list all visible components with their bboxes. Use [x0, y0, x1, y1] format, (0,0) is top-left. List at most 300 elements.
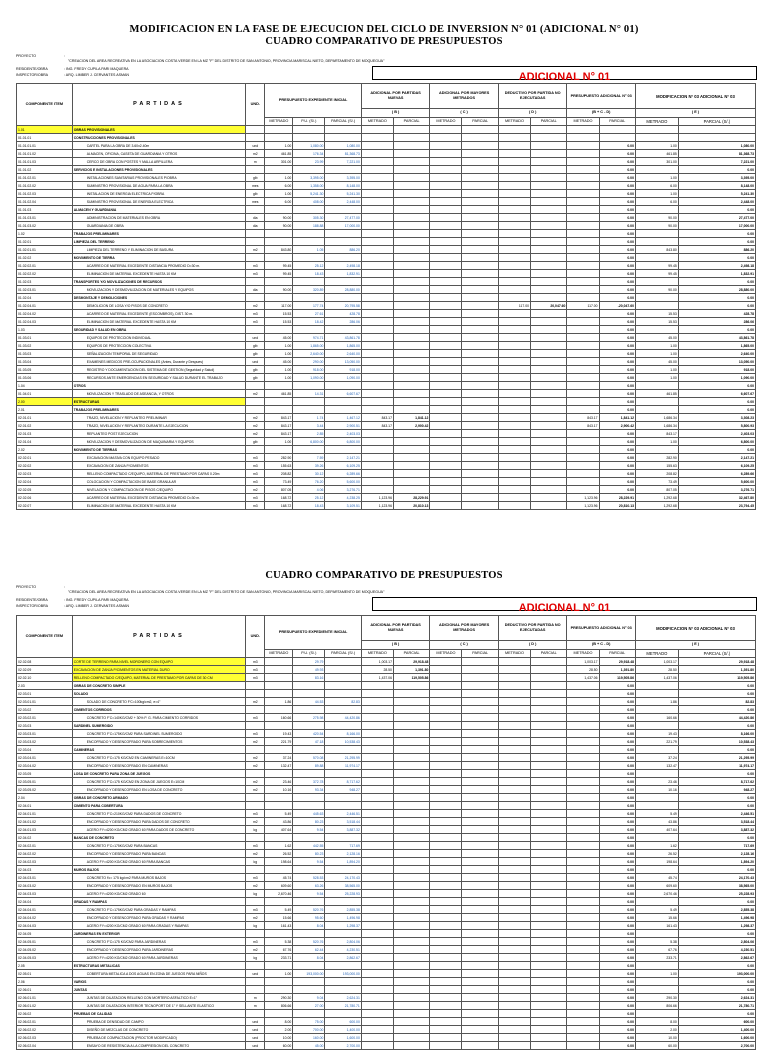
ded-metrado [498, 438, 530, 446]
ad-may-metrado [430, 126, 462, 134]
ad-may-metrado [430, 714, 462, 722]
ded-parcial [531, 478, 567, 486]
ded-parcial [531, 350, 567, 358]
item-unit: m3 [246, 310, 265, 318]
ad-may-parcial [462, 938, 498, 946]
mod-metrado: 1.00 [635, 438, 678, 446]
ded-parcial [531, 326, 567, 334]
pres-ad-parcial: 0.00 [599, 946, 635, 954]
parcial [325, 930, 361, 938]
ad-may-parcial [462, 874, 498, 882]
item-code: 02.04.02 [17, 834, 73, 842]
mod-metrado: 45.74 [635, 874, 678, 882]
ded-metrado [498, 390, 530, 398]
mod-parcial: 1,832.91 [678, 270, 755, 278]
header-sub: PARCIAL (S/.) [325, 649, 361, 657]
ad-part-metrado [361, 786, 393, 794]
ad-may-metrado [430, 206, 462, 214]
unit-price [293, 706, 325, 714]
item-code: 01.02.01 [17, 238, 73, 246]
item-code: 02.03.04 [17, 746, 73, 754]
pres-ad-metrado [567, 730, 599, 738]
ded-metrado [498, 930, 530, 938]
ded-parcial [531, 762, 567, 770]
parcial: 3,276.71 [325, 486, 361, 494]
table-row [17, 134, 756, 142]
ad-part-metrado [361, 1018, 393, 1026]
ad-may-parcial [462, 1018, 498, 1026]
pres-ad-metrado [567, 342, 599, 350]
item-description: ACARREO DE MATERIAL EXCEDENTE DISTANCIA PROMEDIO D=30 m. [72, 494, 245, 502]
mod-parcial: 81,368.73 [678, 150, 755, 158]
ad-may-parcial [462, 358, 498, 366]
mod-metrado: 198.64 [635, 858, 678, 866]
pres-ad-metrado [567, 478, 599, 486]
ad-part-parcial [393, 190, 429, 198]
pres-ad-metrado [567, 150, 599, 158]
pres-ad-parcial: 0.00 [599, 182, 635, 190]
pres-ad-metrado [567, 874, 599, 882]
unit-price: 45.00 [293, 1042, 325, 1050]
ded-parcial [531, 366, 567, 374]
parcial: 28,880.00 [325, 286, 361, 294]
ad-may-metrado [430, 478, 462, 486]
ad-may-parcial [462, 422, 498, 430]
ad-may-parcial [462, 946, 498, 954]
mod-parcial: 0.00 [678, 986, 755, 994]
ded-metrado [498, 938, 530, 946]
ded-parcial [531, 502, 567, 510]
table-row [17, 310, 756, 318]
mod-parcial: 2,128.16 [678, 850, 755, 858]
ad-part-parcial [393, 690, 429, 698]
ded-metrado [498, 326, 530, 334]
parcial: 5,600.00 [325, 478, 361, 486]
metrado [265, 446, 293, 454]
ded-metrado [498, 374, 530, 382]
unit-price [293, 1010, 325, 1018]
unit-price: 1.05 [293, 246, 325, 254]
mod-metrado: 15.53 [635, 318, 678, 326]
ad-part-parcial [393, 286, 429, 294]
mod-parcial: 1,894.20 [678, 858, 755, 866]
pres-ad-parcial: 0.00 [599, 810, 635, 818]
item-code: 01.02.02 [17, 254, 73, 262]
table-row [17, 430, 756, 438]
pres-ad-metrado [567, 374, 599, 382]
item-unit [246, 866, 265, 874]
mod-metrado [635, 406, 678, 414]
ad-part-parcial [393, 954, 429, 962]
ad-part-parcial [393, 706, 429, 714]
pres-ad-metrado [567, 794, 599, 802]
ad-part-metrado [361, 206, 393, 214]
pres-ad-metrado [567, 382, 599, 390]
item-code: 02.04.02.01 [17, 842, 73, 850]
ad-part-parcial [393, 858, 429, 866]
mod-metrado [635, 398, 678, 406]
ded-metrado [498, 1034, 530, 1042]
table-row [17, 762, 756, 770]
mod-metrado: 1,437.06 [635, 674, 678, 682]
pres-ad-parcial: 0.00 [599, 842, 635, 850]
item-unit [246, 794, 265, 802]
metrado: 233.71 [265, 954, 293, 962]
table-row [17, 1026, 756, 1034]
ad-may-metrado [430, 430, 462, 438]
ad-may-parcial [462, 398, 498, 406]
pres-ad-metrado [567, 278, 599, 286]
mod-metrado [635, 962, 678, 970]
ad-part-parcial: 29,918.48 [393, 658, 429, 666]
unit-price: 520.76 [293, 906, 325, 914]
item-code: 02.03.05 [17, 770, 73, 778]
item-code: 02.04.04.03 [17, 922, 73, 930]
unit-price: 2.85 [293, 430, 325, 438]
ded-metrado [498, 794, 530, 802]
item-code: 01.01.02.01 [17, 174, 73, 182]
ad-may-metrado [430, 842, 462, 850]
ded-parcial [531, 1018, 567, 1026]
ded-parcial [531, 714, 567, 722]
header-letter: ( B ) [361, 109, 430, 117]
ad-may-parcial [462, 754, 498, 762]
item-code: 02.02.03 [17, 470, 73, 478]
mod-parcial: 5,800.93 [678, 422, 755, 430]
item-code: 02.01.03 [17, 430, 73, 438]
metrado [265, 278, 293, 286]
pres-ad-parcial: 28,229.91 [599, 494, 635, 502]
pres-ad-metrado [567, 930, 599, 938]
metrado [265, 666, 293, 674]
ded-metrado [498, 262, 530, 270]
parcial: 24,170.43 [325, 874, 361, 882]
pres-ad-metrado [567, 986, 599, 994]
table-row [17, 270, 756, 278]
mod-metrado: 23.46 [635, 778, 678, 786]
mod-parcial: 29,918.48 [678, 658, 755, 666]
parcial [325, 866, 361, 874]
ad-part-parcial [393, 134, 429, 142]
pres-ad-parcial: 0.00 [599, 962, 635, 970]
pres-ad-parcial: 0.00 [599, 890, 635, 898]
parcial [325, 690, 361, 698]
unit-price: 30.12 [293, 470, 325, 478]
item-description: CIMIENTO PARA COBERTURA [72, 802, 245, 810]
table-row [17, 802, 756, 810]
metrado: 2,670.46 [265, 890, 293, 898]
item-unit: kg [246, 922, 265, 930]
ded-metrado [498, 722, 530, 730]
ded-parcial [531, 390, 567, 398]
item-unit: m3 [246, 270, 265, 278]
ad-may-metrado [430, 158, 462, 166]
metrado: 155.63 [265, 462, 293, 470]
ded-parcial [531, 1010, 567, 1018]
ded-metrado [498, 334, 530, 342]
ad-part-parcial [393, 794, 429, 802]
pres-ad-parcial: 0.00 [599, 294, 635, 302]
ad-may-parcial [462, 842, 498, 850]
item-description: OBRAS DE CONCRETO SIMPLE [72, 682, 245, 690]
ad-part-metrado [361, 930, 393, 938]
mod-metrado: 6.00 [635, 182, 678, 190]
item-description: CONCRETO F'C=175 KG/CM2 EN CAMINERAS E=10CM [72, 754, 245, 762]
item-code: 02.03.01 [17, 690, 73, 698]
pres-ad-metrado [567, 462, 599, 470]
item-unit: dia [246, 286, 265, 294]
item-description: MOVIMIENTO DE TIERRA [72, 254, 245, 262]
mod-parcial: 38,565.00 [678, 882, 755, 890]
pres-ad-metrado [567, 946, 599, 954]
ad-may-metrado [430, 374, 462, 382]
unit-price: 1.74 [293, 414, 325, 422]
ded-parcial [531, 1042, 567, 1050]
mod-parcial: 0.00 [678, 978, 755, 986]
item-unit: glb [246, 366, 265, 374]
item-description: SEÑALIZACION TEMPORAL DE SEGURIDAD [72, 350, 245, 358]
item-code: 02.02.01 [17, 454, 73, 462]
unit-price: 14.31 [293, 390, 325, 398]
ad-may-parcial [462, 374, 498, 382]
item-unit [246, 930, 265, 938]
item-code: 02.06.02.01 [17, 1018, 73, 1026]
parcial: 4,230.51 [325, 946, 361, 954]
mod-parcial: 2,700.00 [678, 1042, 755, 1050]
ad-may-metrado [430, 294, 462, 302]
ad-may-metrado [430, 962, 462, 970]
table-row [17, 462, 756, 470]
item-description: CONCRETO F'C=175KG/CM2 PARA SARDINEL SUMERGIDO [72, 730, 245, 738]
mod-parcial: 0.00 [678, 770, 755, 778]
header-sub: METRADO [635, 649, 678, 657]
item-code: 02.01.02 [17, 422, 73, 430]
unit-price [293, 382, 325, 390]
ad-part-metrado [361, 430, 393, 438]
pres-ad-metrado [567, 762, 599, 770]
ded-metrado [498, 270, 530, 278]
item-description: LIMPIEZA DEL TERRENO [72, 238, 245, 246]
ad-part-metrado [361, 334, 393, 342]
unit-price: 18.42 [293, 318, 325, 326]
ad-may-metrado [430, 1034, 462, 1042]
table-header-row [17, 616, 756, 641]
ded-parcial [531, 414, 567, 422]
mod-metrado: 6.00 [635, 198, 678, 206]
item-unit: m3 [246, 262, 265, 270]
table-row [17, 190, 756, 198]
metrado [265, 1010, 293, 1018]
pres-ad-parcial: 0.00 [599, 706, 635, 714]
ad-may-parcial [462, 230, 498, 238]
item-code: 02.04.03.01 [17, 874, 73, 882]
item-unit [246, 446, 265, 454]
metrado [265, 166, 293, 174]
ad-may-metrado [430, 1026, 462, 1034]
item-code: 1.03 [17, 326, 73, 334]
item-code: 02.06.02.03 [17, 1034, 73, 1042]
pres-ad-parcial: 0.00 [599, 406, 635, 414]
item-unit: glb [246, 190, 265, 198]
header-sub: METRADO [265, 649, 293, 657]
ded-metrado [498, 254, 530, 262]
ded-parcial [531, 486, 567, 494]
table-row [17, 722, 756, 730]
ad-part-metrado [361, 842, 393, 850]
mod-parcial: 600.00 [678, 1018, 755, 1026]
ad-part-parcial [393, 294, 429, 302]
unit-price: 528.53 [293, 874, 325, 882]
unit-price: 8.04 [293, 922, 325, 930]
header-sub: P.U. (S/.) [293, 117, 325, 125]
ad-may-parcial [462, 430, 498, 438]
ded-metrado [498, 810, 530, 818]
ad-may-parcial [462, 802, 498, 810]
parcial: 193,000.00 [325, 970, 361, 978]
metrado: 1.62 [265, 842, 293, 850]
ded-metrado [498, 494, 530, 502]
parcial [325, 898, 361, 906]
pres-ad-parcial: 0.00 [599, 970, 635, 978]
item-description: SARDINEL SUMERGIDO [72, 722, 245, 730]
ad-may-metrado [430, 182, 462, 190]
pres-ad-parcial: 29,918.48 [599, 658, 635, 666]
item-description: JUNTAS DE DILATACION INTERIOR TECNOPORT DE 1" Y SELLANTE ELASTICO [72, 1002, 245, 1010]
table-row [17, 198, 756, 206]
ad-part-metrado [361, 366, 393, 374]
pres-ad-metrado [567, 890, 599, 898]
table-row [17, 890, 756, 898]
mod-metrado: 1.86 [635, 698, 678, 706]
ad-may-parcial [462, 198, 498, 206]
item-unit: mes [246, 182, 265, 190]
ad-may-metrado [430, 318, 462, 326]
mod-metrado: 1,292.68 [635, 502, 678, 510]
item-description: ENCOFRADO Y DESENCOFRADO PARA DADOS DE CONCRETO [72, 818, 245, 826]
table-row [17, 1018, 756, 1026]
ad-may-parcial [462, 770, 498, 778]
parcial [325, 978, 361, 986]
item-unit [246, 722, 265, 730]
item-unit: m2 [246, 754, 265, 762]
ded-parcial [531, 214, 567, 222]
pres-ad-metrado [567, 486, 599, 494]
ded-parcial [531, 334, 567, 342]
pres-ad-parcial: 0.00 [599, 898, 635, 906]
metrado: 806.66 [265, 1002, 293, 1010]
item-unit: m2 [246, 302, 265, 310]
parcial: 38,565.00 [325, 882, 361, 890]
mod-metrado: 43.86 [635, 818, 678, 826]
header-letter: (B + C - D) [567, 109, 636, 117]
ded-metrado [498, 770, 530, 778]
item-description: PRUEBAS DE CALIDAD [72, 1010, 245, 1018]
metrado [265, 238, 293, 246]
header-sub: METRADO [265, 117, 293, 125]
ded-metrado [498, 834, 530, 842]
ded-parcial [531, 810, 567, 818]
adicional-banner: ADICIONAL N° 01 [372, 66, 757, 80]
parcial: 1,400.00 [325, 1026, 361, 1034]
item-description: CONCRETO F'C=175 KG/CM2 PARA JARDINERAS [72, 938, 245, 946]
metrado: 5.49 [265, 906, 293, 914]
mod-metrado: 5.49 [635, 810, 678, 818]
item-unit [246, 206, 265, 214]
mod-parcial: 2,640.00 [678, 350, 755, 358]
ad-part-metrado [361, 858, 393, 866]
metrado: 282.90 [265, 454, 293, 462]
ded-metrado [498, 698, 530, 706]
ad-may-metrado [430, 150, 462, 158]
mod-metrado: 37.24 [635, 754, 678, 762]
item-unit: m2 [246, 390, 265, 398]
ad-may-metrado [430, 1010, 462, 1018]
item-unit: kg [246, 954, 265, 962]
item-code: 01.01.03.02 [17, 222, 73, 230]
ad-part-metrado: 1,123.96 [361, 502, 393, 510]
pres-ad-parcial: 0.00 [599, 1018, 635, 1026]
parcial: 948.27 [325, 786, 361, 794]
pres-ad-parcial: 0.00 [599, 454, 635, 462]
ded-metrado [498, 430, 530, 438]
unit-price: 160.00 [293, 1034, 325, 1042]
ded-metrado [498, 174, 530, 182]
parcial: 2,128.16 [325, 850, 361, 858]
item-description: ENCOFRADO Y DESENCOFRADO PARA SOBRECIMIENTOS [72, 738, 245, 746]
item-code: 02.06.01 [17, 986, 73, 994]
pres-ad-parcial: 0.00 [599, 334, 635, 342]
table-row [17, 502, 756, 510]
item-unit: m3 [246, 730, 265, 738]
table-row [17, 786, 756, 794]
ad-may-metrado [430, 914, 462, 922]
ded-parcial [531, 978, 567, 986]
pres-ad-metrado [567, 978, 599, 986]
ad-part-parcial [393, 454, 429, 462]
page-section-1 [0, 0, 768, 512]
mod-parcial: 82.83 [678, 698, 755, 706]
item-description: ENSAYO DE RESISTENCIA A LA COMPRESION DEL CONCRETO [72, 1042, 245, 1050]
item-code: 02.04.01 [17, 802, 73, 810]
parcial [325, 658, 361, 666]
ad-may-parcial [462, 438, 498, 446]
item-description: MOVIMIENTO DE TIERRAS [72, 446, 245, 454]
ded-parcial [531, 342, 567, 350]
ded-parcial [531, 706, 567, 714]
metrado: 10.16 [265, 786, 293, 794]
mod-parcial: 0.00 [678, 898, 755, 906]
item-description: ALMACEN, OFICINA, CASETA DE GUARDIANIA Y OTROS [72, 150, 245, 158]
pres-ad-metrado [567, 698, 599, 706]
ad-may-parcial [462, 342, 498, 350]
ad-may-parcial [462, 462, 498, 470]
pres-ad-metrado [567, 738, 599, 746]
pres-ad-metrado [567, 406, 599, 414]
item-code: 1.04 [17, 382, 73, 390]
mod-parcial: 286.06 [678, 318, 755, 326]
ded-parcial [531, 794, 567, 802]
ad-may-metrado [430, 994, 462, 1002]
item-description: MOVILIZACION Y DESMOVILIZACION DE MATERIALES Y EQUIPOS [72, 286, 245, 294]
item-code: 01.01.01.02 [17, 150, 73, 158]
mod-metrado: 609.60 [635, 882, 678, 890]
ad-may-parcial [462, 762, 498, 770]
pres-ad-metrado [567, 262, 599, 270]
ded-metrado [498, 906, 530, 914]
unit-price [293, 326, 325, 334]
item-unit: m3 [246, 906, 265, 914]
ded-parcial [531, 446, 567, 454]
